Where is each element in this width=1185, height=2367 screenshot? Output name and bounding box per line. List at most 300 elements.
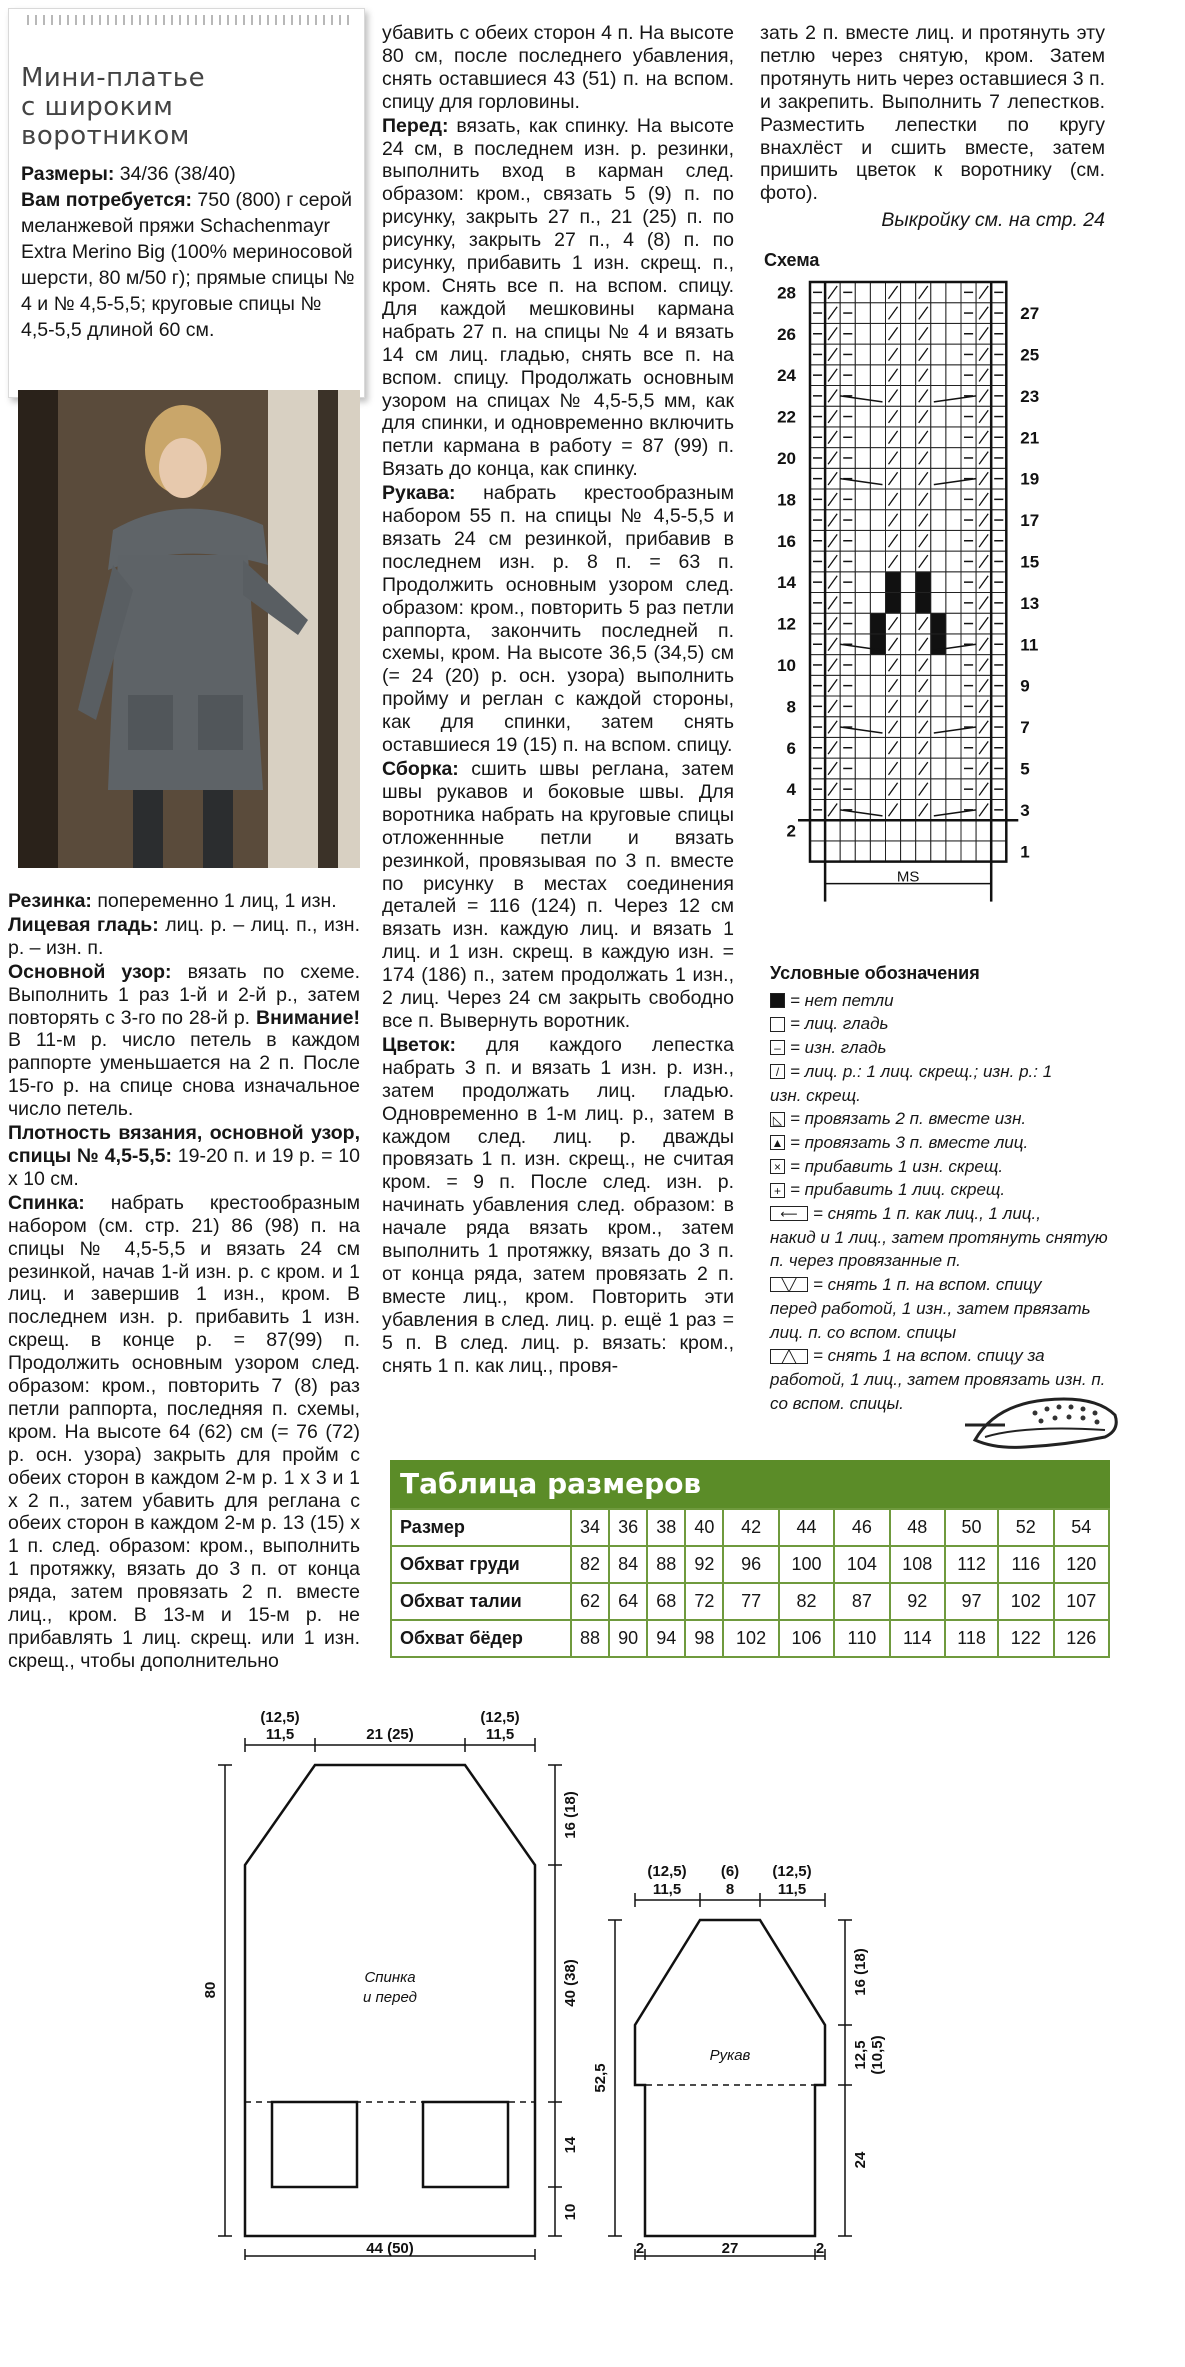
size-cell: 82 [571,1546,609,1583]
chart-cell [870,530,885,551]
title-card [8,8,365,398]
chart-cell [855,427,870,448]
chart-cell [901,489,916,510]
chart-cell [870,758,885,779]
body-top-left: 11,5 [265,1726,295,1743]
cross-symbol-icon: × [770,1159,785,1174]
chart-row-number: 20 [777,448,796,468]
chart-cell [870,468,885,489]
legend-item-text: = лиц. гладь [790,1014,889,1034]
chart-cell [946,737,961,758]
cable-r-symbol-icon: ╲╱ [770,1277,808,1292]
chart-cell [901,593,916,614]
size-cell: 122 [998,1620,1053,1657]
chart-cell [855,717,870,738]
back-cont-text: убавить с обеих сторон 4 п. На высоте 80 см, после последнего убавления, снять оставшиеся 43 (51) п. на вспом. спицу для горловины. [382,22,734,113]
chart-cell [946,593,961,614]
chart-repeat-label: MS [896,868,920,886]
legend-item [770,1107,1115,1131]
chart-cell [931,758,946,779]
legend-item [770,1060,1115,1084]
legend-item-text: = снять 1 на вспом. спицу за [813,1346,1045,1366]
chart-row-number: 18 [777,490,796,510]
chart-cell [870,779,885,800]
body-bottom-h: 10 [562,2203,579,2221]
flower-heading: Цветок: [382,1033,457,1056]
chart-cell [855,655,870,676]
chart-cell [901,468,916,489]
pocket-left [272,2102,357,2187]
sleeve-outline [635,1920,825,2236]
sleeve-arm-alt: (10,5) [869,2035,886,2075]
size-cell: 110 [834,1620,889,1657]
chart-cell [931,510,946,531]
sleeve-bottom-left: 2 [635,2240,645,2257]
chart-cell [870,593,885,614]
back-heading: Спинка: [8,1191,85,1214]
chart-row-number: 22 [777,407,796,427]
legend-item [770,1012,1115,1036]
chart-cell [931,344,946,365]
attention-text: В 11-м р. число петель в каждом раппорте уменьшается на 2 п. После 15-го р. на спице снова изначальное число петель. [8,1029,360,1121]
size-cell: 87 [834,1583,889,1620]
chart-row-number: 7 [1020,718,1030,738]
chart-cell [931,613,946,634]
chart-cell [946,572,961,593]
size-cell: 100 [779,1546,834,1583]
chart-cell [870,613,885,634]
stockinette-heading: Лицевая гладь: [8,913,159,936]
size-cell: 126 [1054,1620,1110,1657]
chart-cell [901,841,916,862]
size-cell: 46 [834,1509,889,1546]
chart-cell [931,468,946,489]
chart-row-number: 26 [777,324,796,344]
pocket-right [423,2102,508,2187]
chart-cell [946,613,961,634]
legend-item [770,1202,1115,1226]
sleeve-top-right: 11,5 [777,1881,807,1898]
chart-cell [961,841,976,862]
size-cell: 82 [779,1583,834,1620]
legend-item-text: = прибавить 1 лиц. скрещ. [790,1180,1006,1200]
legend-item-text: = лиц. р.: 1 лиц. скрещ.; изн. р.: 1 [790,1061,1053,1081]
chart-cell [901,510,916,531]
chart-cell [946,344,961,365]
size-cell: 114 [890,1620,945,1657]
chart-cell [870,800,885,821]
front-text: вязать, как спинку. На высоте 24 см, в последнем изн. р. резинки, выполнить вход в карман след. образом: кром., связать 5 (9) п. по рисунку, закрыть 27 п., 21 (25) п. по рисунку, закрыть 27 п., 4 (8) п. по рисунку, прибавить 1 изн. скрещ. п., кром. Снять все п. на вспом. спицу. Для каждой мешковины кармана набрать 27 п. на спицы № 4 и вязать 14 см лиц. гладью, снять все п. на вспом. спицу. Продолжать основным узором на спицах № 4,5-5,5 мм, как для спинки, и одновременно включить петли кармана в работу = 87 (99) п. Вязать до конца, как спинку. [382,114,734,481]
chart-title: Схема [764,250,820,270]
size-cell: 62 [571,1583,609,1620]
body-pocket: 14 [562,2136,579,2154]
chart-cell [870,510,885,531]
sleeve-left-h: 52,5 [592,2063,609,2093]
chart-cell [946,510,961,531]
chart-cell [931,386,946,407]
size-cell: 102 [723,1620,778,1657]
chart-cell [870,841,885,862]
size-cell: 34 [571,1509,609,1546]
legend-item [770,1178,1115,1202]
chart-cell [976,841,991,862]
chart-row-number: 25 [1020,345,1040,365]
chart-cell [931,717,946,738]
chart-cell [916,820,931,841]
flower-cont-text: зать 2 п. вместе лиц. и протянуть эту петлю через снятую, кром. Затем протянуть нить через оставшиеся 3 п. и закрепить. Выполнить 7 лепестков. Разместить лепестки по кругу внахлёст и сшить вместе, затем пришить цветок к воротнику (см. фото). [760,22,1105,205]
chart-cell [886,820,901,841]
chart-cell [870,675,885,696]
title-line-2: с широким [21,92,174,122]
chart-cell [901,737,916,758]
assembly-heading: Сборка: [382,758,459,780]
arrow-symbol-icon: ⟵ [770,1206,808,1221]
chart-cell [901,323,916,344]
size-cell: 102 [998,1583,1053,1620]
chart-cell [901,655,916,676]
size-cell: 106 [779,1620,834,1657]
size-cell: 38 [647,1509,685,1546]
tri-left-symbol-icon: ◺ [770,1112,785,1127]
body-top-mid: 21 (25) [366,1726,414,1743]
chart-cell [870,323,885,344]
chart-cell [901,696,916,717]
chart-cell [901,551,916,572]
chart-cell [870,551,885,572]
legend-item-continuation: накид и 1 лиц., затем протянуть снятую п. через провязанные п. [770,1227,1108,1271]
body-top-right: 11,5 [485,1726,515,1743]
size-table [390,1460,1110,1658]
size-cell: 48 [890,1509,945,1546]
chart-cell [946,820,961,841]
size-table-title: Таблица размеров [390,1460,1110,1508]
size-cell: 108 [890,1546,945,1583]
right-text-column [760,22,1105,233]
paragraph-rib [8,890,360,913]
body-height: 80 [202,1981,219,1999]
paragraph-sleeves [382,482,734,757]
chart-cell [931,696,946,717]
chart-cell [901,572,916,593]
chart-cell [901,365,916,386]
chart-row-number: 15 [1020,552,1040,572]
chart-cell [901,717,916,738]
chart-cell [946,634,961,655]
size-cell: 118 [945,1620,998,1657]
size-cell: 88 [571,1620,609,1657]
chart-row-number: 4 [786,780,796,800]
chart-cell [901,634,916,655]
chart-cell [901,427,916,448]
chart-cell [870,427,885,448]
legend-item-text: = снять 1 п. на вспом. спицу [813,1275,1042,1295]
chart-row-number: 11 [1020,635,1039,655]
sleeve-top-mid-alt: (6) [720,1863,740,1880]
chart-row-number: 12 [777,614,796,634]
legend-item [770,1344,1115,1368]
chart-cell [961,820,976,841]
chart-cell [931,303,946,324]
title-line-3: воротником [21,121,190,151]
legend-item [770,1273,1115,1297]
chart-cell [946,675,961,696]
chart-cell [931,406,946,427]
chart-cell [886,593,901,614]
sizes-label: Размеры: [21,163,115,185]
chart-cell [946,427,961,448]
chart-cell [931,841,946,862]
chart-cell [886,572,901,593]
body-raglan: 16 (18) [562,1791,579,1839]
chart-cell [870,303,885,324]
gauge-heading: Плотность вязания, основной узор, спицы № 4,5-5,5: [8,1122,360,1167]
sleeve-top-left: 11,5 [652,1881,682,1898]
chart-cell [870,717,885,738]
size-table-row [391,1620,1109,1657]
chart-cell [870,365,885,386]
chart-cell [946,323,961,344]
size-cell: 52 [998,1509,1053,1546]
chart-row-number: 19 [1020,469,1040,489]
chart-cell [931,427,946,448]
chart-cell [946,303,961,324]
size-cell: 96 [723,1546,778,1583]
paragraph-stockinette [8,914,360,960]
pattern-schematic [0,1700,1185,2260]
chart-cell [931,634,946,655]
chart-cell [855,758,870,779]
legend-item-continuation: изн. скрещ. [770,1085,861,1105]
chart-cell [855,551,870,572]
chart-cell [870,386,885,407]
sleeve-top-left-alt: (12,5) [647,1863,687,1880]
chart-cell [901,282,916,303]
chart-cell [870,820,885,841]
knitting-chart [760,270,1120,950]
sleeve-cuff: 24 [852,2151,869,2169]
chart-cell [931,737,946,758]
chart-cell [946,696,961,717]
chart-cell [855,406,870,427]
chart-cell [825,841,840,862]
chart-cell [855,386,870,407]
legend-item [770,1155,1115,1179]
size-table-grid [390,1508,1110,1658]
tri-up-symbol-icon: ▲ [771,1136,784,1151]
chart-row-number: 1 [1020,842,1030,862]
body-top-left-alt: (12,5) [260,1709,300,1726]
empty-symbol-icon [770,1017,785,1032]
size-cell: 36 [609,1509,647,1546]
chart-cell [931,282,946,303]
chart-cell [855,779,870,800]
chart-cell [825,820,840,841]
size-cell: 107 [1054,1583,1110,1620]
legend-items [770,989,1115,1416]
size-row-label: Обхват талии [391,1583,571,1620]
chart-cell [855,468,870,489]
chart-cell [931,448,946,469]
chart-cell [855,737,870,758]
paragraph-gauge [8,1122,360,1191]
size-cell: 112 [945,1546,998,1583]
need-label: Вам потребуется: [21,189,192,211]
chart-cell [991,820,1006,841]
size-cell: 77 [723,1583,778,1620]
chart-cell [855,572,870,593]
chart-cell [916,593,931,614]
chart-cell [855,448,870,469]
sleeve-raglan: 16 (18) [852,1948,869,1996]
main-pattern-heading: Основной узор: [8,960,172,983]
chart-cell [901,613,916,634]
size-cell: 68 [647,1583,685,1620]
chart-cell [946,530,961,551]
chart-cell [931,675,946,696]
chart-cell [870,572,885,593]
chart-cell [855,613,870,634]
chart-row-number: 5 [1020,759,1030,779]
chart-cell [901,406,916,427]
size-cell: 40 [685,1509,723,1546]
chart-cell [901,448,916,469]
sleeves-text: набрать крестообразным набором 55 п. на спицы № 4,5-5,5 и вязать 24 см резинкой, прибавив в последнем изн. р. 8 п. = 63 п. Продолжить основным узором след. образом: кром., повторить 5 раз петли раппорта, закончить последней п. схемы, кром. На высоте 36,5 (34,5) см (= 24 (20) р. осн. узора) выполнить пройму и реглан с каждой стороны, как для спинки, затем снять оставшиеся 19 (15) п. на вспом. спицу. [382,482,734,757]
perforation [27,15,352,25]
sizes-value: 34/36 (38/40) [114,163,236,185]
size-table-row [391,1583,1109,1620]
chart-cell [931,489,946,510]
paragraph-assembly [382,758,734,1033]
sleeve-width: 27 [721,2240,739,2257]
sleeves-heading: Рукава: [382,482,456,505]
chart-cell [855,820,870,841]
chart-cell [870,448,885,469]
chart-row-number: 2 [786,821,796,841]
chart-cell [855,634,870,655]
chart-cell [931,365,946,386]
chart-cell [870,489,885,510]
chart-cell [946,841,961,862]
chart-row-number: 21 [1020,428,1040,448]
chart-cell [855,303,870,324]
left-text-column [8,890,360,1674]
chart-cell [855,593,870,614]
stockinette-text: лиц. р. – лиц. п., изн. р. – изн. п. [8,913,360,959]
size-cell: 116 [998,1546,1053,1583]
size-cell: 97 [945,1583,998,1620]
front-heading: Перед: [382,114,449,137]
flower-text: для каждого лепестка набрать 3 п. и вязать 1 изн. р. изн., затем продолжать лиц. гладью. Одновременно в 1-м лиц. р., затем в каждом след. лиц. р. дважды провязать 1 п. изн. скрещ., не считая кром. = 9 п. После след. изн. р. начинать убавления след. образом: в начале ряда вязать кром., затем выполнить 1 протяжку, вязать до 3 п. от конца ряда, затем провязать 2 п. вместе лиц., кром. Повторить эти убавления в след. лиц. р. ещё 1 раз = 5 п. В след. лиц. р. вязать: кром., снять 1 п. как лиц., провя- [382,1033,734,1377]
chart-cell [931,572,946,593]
chart-row-number: 23 [1020,386,1040,406]
chart-cell [855,530,870,551]
chart-cell [976,820,991,841]
chart-cell [931,530,946,551]
chart-cell [855,489,870,510]
chart-cell [855,344,870,365]
chart-row-number: 6 [786,738,796,758]
chart-cell [946,406,961,427]
chart-cell [810,820,825,841]
legend-item [770,1036,1115,1060]
chart-cell [991,841,1006,862]
legend-title: Условные обозначения [770,963,980,983]
chart-row-number: 28 [777,283,796,303]
chart-row-number: 3 [1020,800,1030,820]
gauge-text: 19-20 п. и 19 р. = 10 х 10 см. [8,1144,360,1190]
attention-label: Внимание! [256,1006,360,1029]
body-top-right-alt: (12,5) [480,1709,520,1726]
chart-cell [810,841,825,862]
chart-cell [946,779,961,800]
chart-cell [840,820,855,841]
chart-cell [916,572,931,593]
chart-cell [870,737,885,758]
page-title [21,64,205,151]
chart-cell [946,758,961,779]
paragraph-back [8,1192,360,1673]
size-cell: 94 [647,1620,685,1657]
chart-cell [840,841,855,862]
body-label-1: Спинка [364,1969,416,1986]
model-photo-illustration [18,390,360,868]
chart-cell [870,696,885,717]
paragraph-main-pattern [8,961,360,1121]
shoe-illustration [965,1385,1125,1465]
slash-symbol-icon: / [770,1064,785,1079]
size-row-label: Обхват груди [391,1546,571,1583]
size-cell: 92 [890,1583,945,1620]
dash-symbol-icon: – [770,1040,785,1055]
chart-cell [855,675,870,696]
chart-cell [946,717,961,738]
chart-cell [931,820,946,841]
size-cell: 120 [1054,1546,1110,1583]
chart-row-number: 13 [1020,593,1040,613]
legend-item-continuation: работой, 1 лиц., затем провязать изн. п. со вспом. спицы. [770,1369,1106,1413]
assembly-text: сшить швы реглана, затем швы рукавов и боковые швы. Для воротника набрать на круговые спицы отложеннные петли и вязать резинкой, провязывая по 3 п. вместе по рисунку в местах соединения деталей = 116 (124) п. Через 12 см вязать изн. каждую лиц. и вязать 1 лиц. и 1 изн. скрещ. в каждую изн. = 174 (186) п., затем продолжать 1 изн., 2 лиц. Через 24 см закрыть свободно все п. Вывернуть воротник. [382,758,734,1032]
size-cell: 84 [609,1546,647,1583]
chart-cell [901,800,916,821]
need-value: 750 (800) г серой меланжевой пряжи Schachenmayr Extra Merino Big (100% мериносовой шерсти, 80 м/50 г); прямые спицы № 4 и № 4,5-5,5; круговые спицы № 4,5-5,5 длиной 60 см. [21,189,355,341]
sleeve-bottom-right: 2 [815,2240,825,2257]
legend-item-text: = нет петли [790,990,894,1010]
cable-l-symbol-icon: ╱╲ [770,1349,808,1364]
size-table-row [391,1509,1109,1546]
chart-cell [901,758,916,779]
chart-cell [946,655,961,676]
sleeve-arm: 12,5 [852,2040,869,2070]
legend-item-continuation: перед работой, 1 изн., затем првязать лиц. п. со вспом. спицы [770,1298,1091,1342]
chart-cell [946,365,961,386]
body-mid: 40 (38) [562,1959,579,2007]
chart-cell [870,282,885,303]
middle-text-column [382,22,734,1378]
size-cell: 50 [945,1509,998,1546]
chart-cell [901,344,916,365]
title-line-1: Мини-платье [21,63,206,93]
chart-cell [901,530,916,551]
legend-item-text: = провязать 3 п. вместе лиц. [790,1132,1029,1152]
chart-cell [901,779,916,800]
chart-row-number: 16 [777,531,796,551]
chart-cell [946,551,961,572]
size-cell: 98 [685,1620,723,1657]
rib-text: попеременно 1 лиц, 1 изн. [91,890,337,912]
chart-cell [855,365,870,386]
main-pattern-text: вязать по схеме. Выполнить 1 раз 1-й и 2-й р., затем повторять с 3-го по 28-й р. [8,960,360,1029]
sleeve-label: Рукав [709,2047,751,2064]
